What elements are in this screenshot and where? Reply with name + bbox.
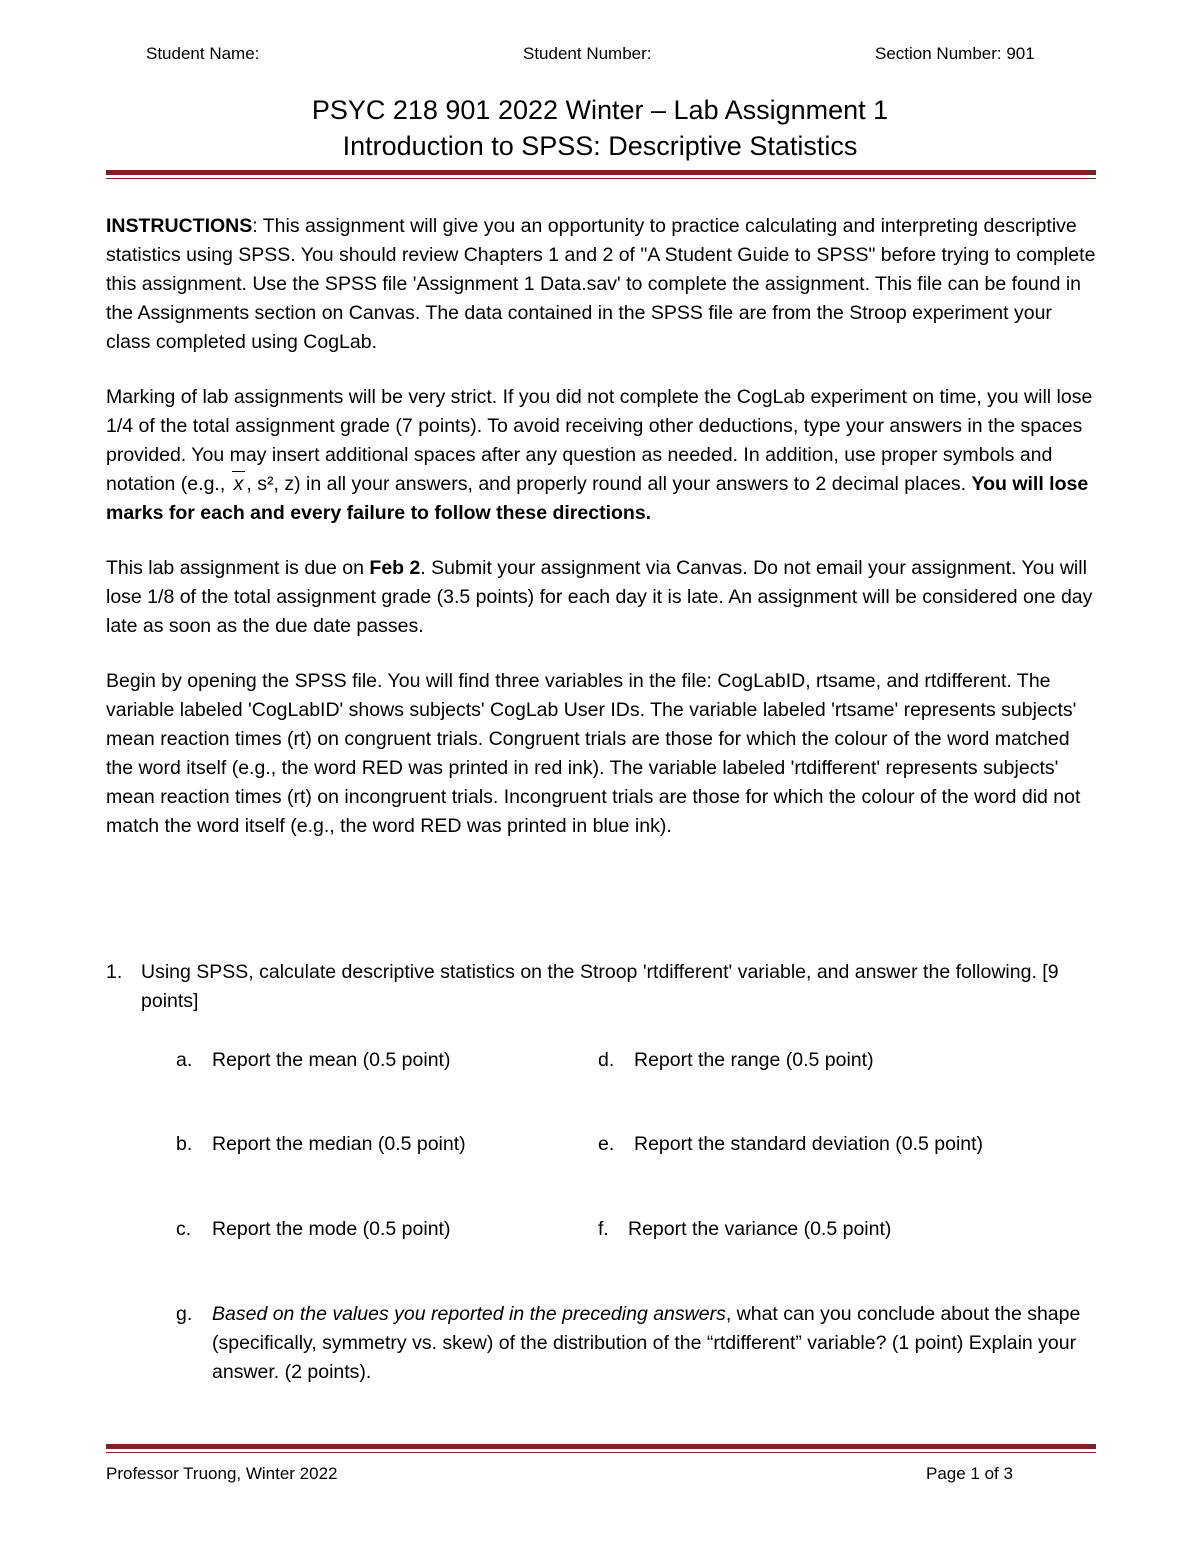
marking-text-after: in all your answers, and properly round all your answers to 2 decimal places.	[300, 473, 967, 495]
instructions-paragraph	[106, 212, 1101, 357]
sub-question-g	[176, 1300, 1096, 1387]
title-divider-thin	[106, 178, 1096, 179]
document-title	[0, 92, 1200, 164]
sub-letter: a.	[176, 1049, 193, 1071]
due-text-after: . Submit your assignment via Canvas. Do not email your assignment. You will lose 1/8 of the total assignment grade (3.5 points) for each day it is late. An assignment will be considered one day late as soon as the due date passes.	[106, 557, 1093, 637]
instructions-text: : This assignment will give you an opportunity to practice calculating and interpreting descriptive statistics using SPSS. You should review Chapters 1 and 2 of "A Student Guide to SPSS" before trying to complete this assignment. Use the SPSS file 'Assignment 1 Data.sav' to complete the assignment. This file can be found in the Assignments section on Canvas. The data contained in the SPSS file are from the Stroop experiment your class completed using CogLab.	[106, 215, 1096, 353]
sub-g-text	[212, 1300, 1096, 1387]
instructions-label: INSTRUCTIONS	[106, 215, 253, 237]
begin-paragraph: Begin by opening the SPSS file. You will find three variables in the file: CogLabID, rtsame, and rtdifferent. The variable labeled 'CogLabID' shows subjects' CogLab User IDs. The variable labeled 'rtsame' represents subjects' mean reaction times (rt) on congruent trials. Congruent trials are those for which the colour of the word matched the word itself (e.g., the word RED was printed in red ink). The variable labeled 'rtdifferent' represents subjects' mean reaction times (rt) on incongruent trials. Incongruent trials are those for which the colour of the word did not match the word itself (e.g., the word RED was printed in blue ink).	[106, 670, 1081, 837]
footer-divider	[106, 1444, 1096, 1449]
sub-letter: b.	[176, 1133, 193, 1155]
sub-text: Report the mean (0.5 point)	[212, 1049, 451, 1071]
sub-text: Report the mode (0.5 point)	[212, 1218, 451, 1240]
sub-question-e	[598, 1130, 983, 1159]
marking-text: Marking of lab assignments will be very strict. If you did not complete the CogLab experiment on time, you will lose 1/4 of the total assignment grade (7 points). To avoid receiving other deductions, type your answers in the spaces provided. You may insert additional spaces after any question as needed. In addition, use proper symbols and notation (e.g.,	[106, 386, 1093, 495]
sub-letter: g.	[176, 1303, 193, 1325]
title-divider	[106, 170, 1096, 175]
sub-question-c	[176, 1215, 450, 1244]
instructions-body	[106, 212, 1101, 867]
sub-text: Report the variance (0.5 point)	[628, 1218, 892, 1240]
student-name-label: Student Name:	[146, 44, 260, 63]
sub-letter: c.	[176, 1218, 192, 1240]
sub-g-italic: Based on the values you reported in the preceding answers	[212, 1303, 726, 1325]
title-line-2: Introduction to SPSS: Descriptive Statistics	[342, 131, 858, 161]
question-1	[106, 958, 1101, 1016]
page-header	[0, 44, 1200, 72]
sub-letter: d.	[598, 1049, 615, 1071]
section-number-label: Section Number: 901	[875, 44, 1035, 63]
title-line-1: PSYC 218 901 2022 Winter – Lab Assignment 1	[311, 95, 889, 125]
question-text: Using SPSS, calculate descriptive statistics on the Stroop 'rtdifferent' variable, and answer the following. [9 points]	[141, 961, 1059, 1012]
student-number-label: Student Number:	[523, 44, 652, 63]
sub-question-d	[598, 1046, 874, 1075]
page-number: Page 1 of 3	[926, 1464, 1013, 1483]
marking-paragraph	[106, 383, 1101, 528]
sub-text: Report the standard deviation (0.5 point)	[634, 1133, 984, 1155]
question-number: 1.	[106, 961, 123, 983]
due-date: Feb 2	[369, 557, 421, 579]
sub-text: Report the range (0.5 point)	[634, 1049, 874, 1071]
sub-question-f	[598, 1215, 891, 1244]
sub-g-rest: , what can you conclude about the shape (specifically, symmetry vs. skew) of the distribution of the “rtdifferent” variable? (1 point) Explain your answer. (2 points).	[212, 1303, 1081, 1383]
sub-question-b	[176, 1130, 466, 1159]
sub-letter: e.	[598, 1133, 615, 1155]
marking-warning: You will lose marks for each and every failure to follow these directions.	[106, 473, 1089, 524]
symbol-list: , s², z)	[246, 473, 301, 495]
sub-text: Report the median (0.5 point)	[212, 1133, 466, 1155]
sub-question-a	[176, 1046, 450, 1075]
due-paragraph	[106, 554, 1101, 641]
footer-professor: Professor Truong, Winter 2022	[106, 1464, 338, 1483]
sub-letter: f.	[598, 1218, 609, 1240]
footer-divider-thin	[106, 1452, 1096, 1453]
due-text: This lab assignment is due on	[106, 557, 370, 579]
x-bar-symbol: x	[231, 470, 247, 499]
